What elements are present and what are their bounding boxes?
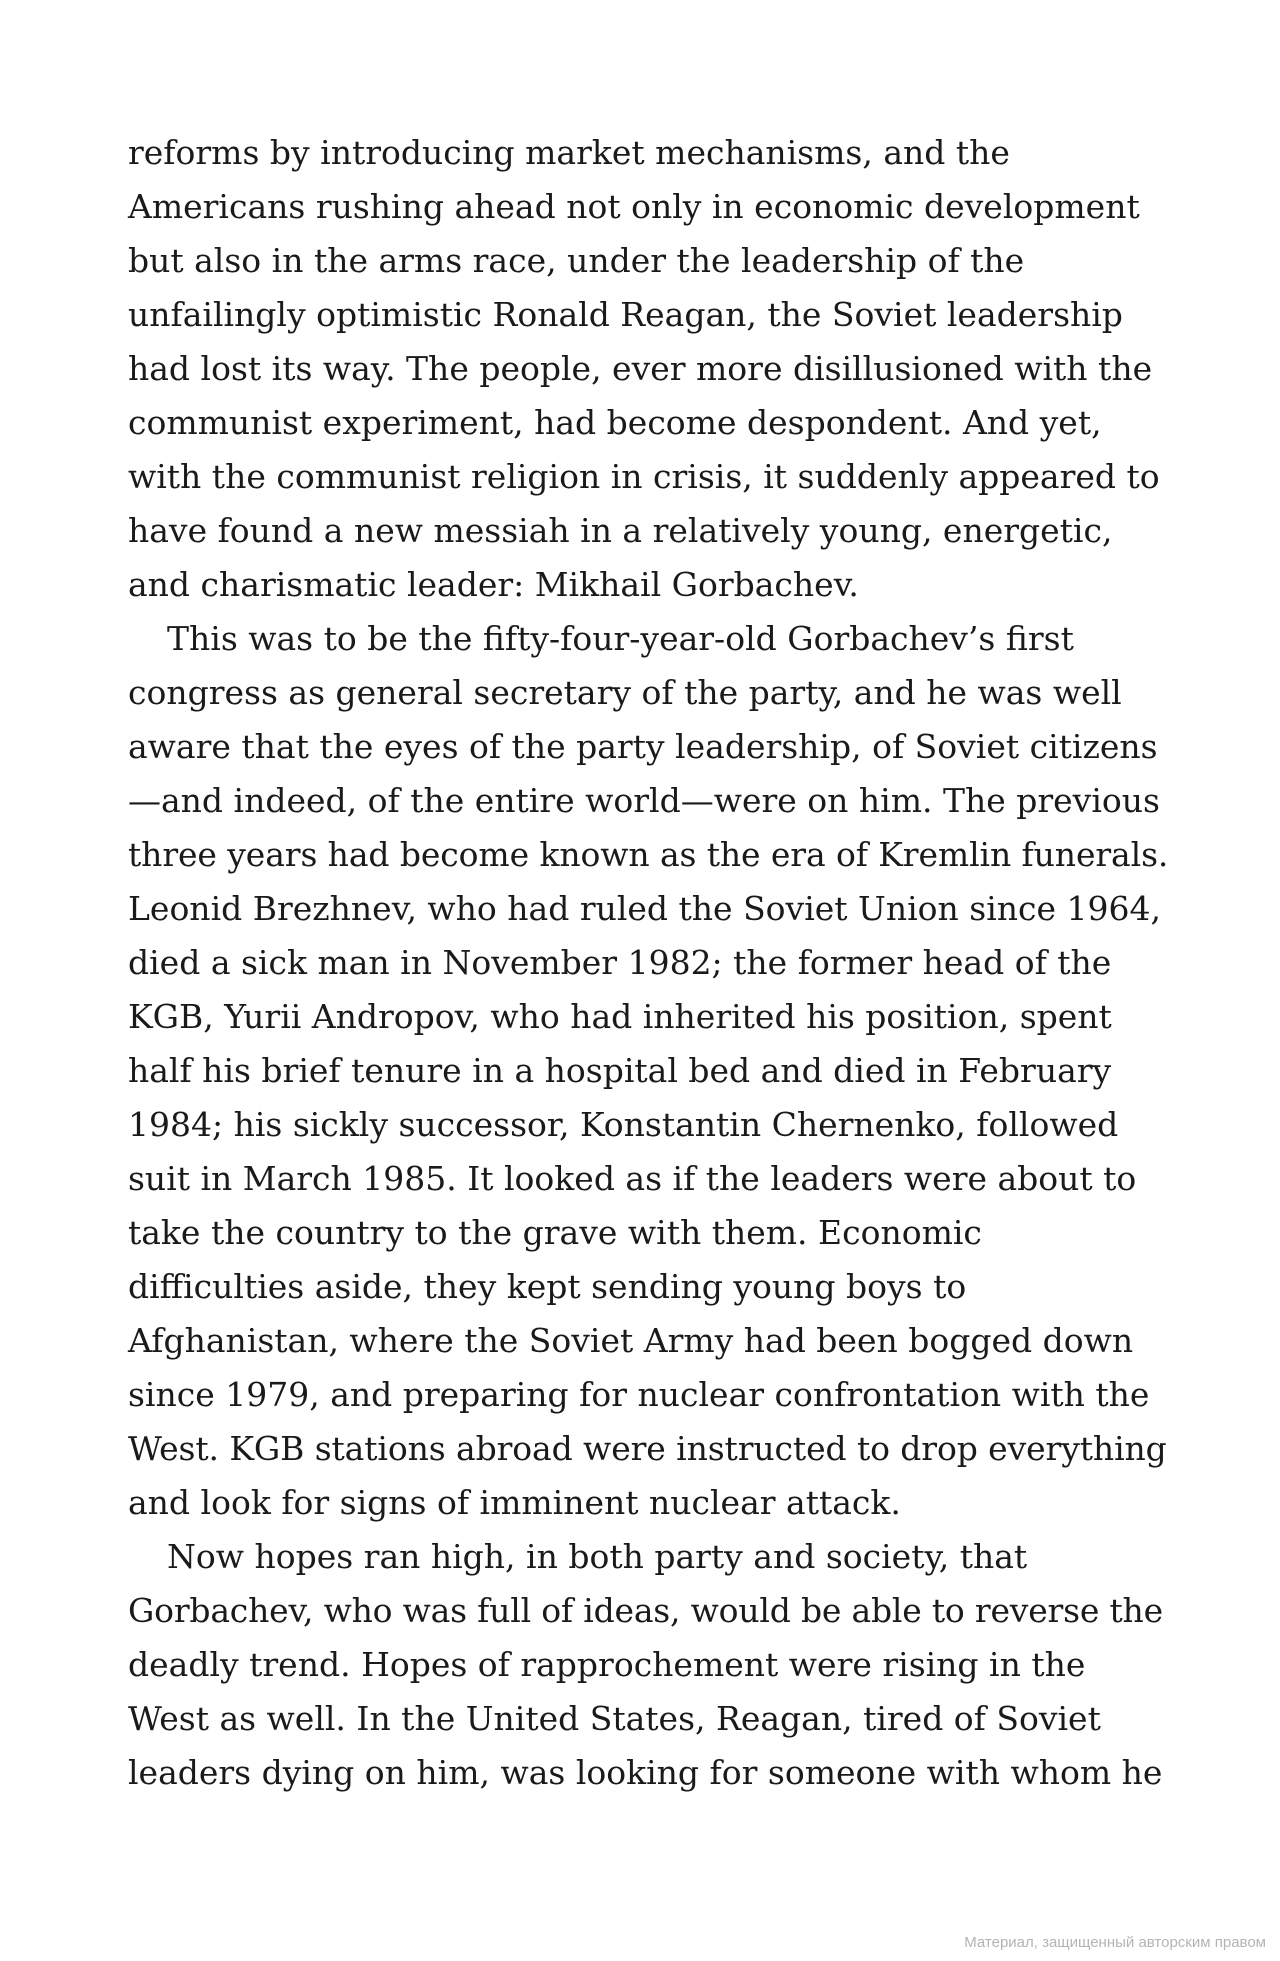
text-line: unfailingly optimistic Ronald Reagan, the Soviet leadership [128, 295, 1123, 334]
text-line: 1984; his sickly successor, Konstantin Chernenko, followed [128, 1105, 1119, 1144]
text-line: died a sick man in November 1982; the former head of the [128, 943, 1112, 982]
text-line: communist experiment, had become despondent. And yet, [128, 403, 1102, 442]
copyright-watermark: Материал, защищенный авторским правом [964, 1934, 1266, 1951]
text-line: congress as general secretary of the party, and he was well [128, 673, 1122, 712]
text-line: Leonid Brezhnev, who had ruled the Soviet Union since 1964, [128, 889, 1161, 928]
paragraph [128, 1530, 1168, 1800]
text-line: half his brief tenure in a hospital bed and died in February [128, 1051, 1112, 1090]
text-line: KGB, Yurii Andropov, who had inherited his position, spent [128, 997, 1112, 1036]
text-line: This was to be the fifty-four-year-old Gorbachev’s first [167, 619, 1074, 658]
text-line: and charismatic leader: Mikhail Gorbachev. [128, 565, 859, 604]
paragraph [128, 126, 1168, 612]
text-line: take the country to the grave with them. Economic [128, 1213, 982, 1252]
text-line: but also in the arms race, under the leadership of the [128, 241, 1025, 280]
text-line: have found a new messiah in a relatively young, energetic, [128, 511, 1113, 550]
text-line: difficulties aside, they kept sending young boys to [128, 1267, 967, 1306]
text-line: since 1979, and preparing for nuclear confrontation with the [128, 1375, 1150, 1414]
text-line: Americans rushing ahead not only in economic development [128, 187, 1140, 226]
text-line: reforms by introducing market mechanisms, and the [128, 133, 1010, 172]
text-line: —and indeed, of the entire world—were on him. The previous [128, 781, 1160, 820]
paragraph [128, 612, 1168, 1530]
text-line: suit in March 1985. It looked as if the leaders were about to [128, 1159, 1137, 1198]
text-line: Gorbachev, who was full of ideas, would be able to reverse the [128, 1591, 1163, 1630]
text-line: with the communist religion in crisis, it suddenly appeared to [128, 457, 1160, 496]
text-line: deadly trend. Hopes of rapprochement were rising in the [128, 1645, 1086, 1684]
text-line: three years had become known as the era of Kremlin funerals. [128, 835, 1169, 874]
text-line: Afghanistan, where the Soviet Army had been bogged down [128, 1321, 1134, 1360]
text-line: West. KGB stations abroad were instructed to drop everything [128, 1429, 1167, 1468]
text-line: leaders dying on him, was looking for someone with whom he [128, 1753, 1163, 1792]
text-line: had lost its way. The people, ever more disillusioned with the [128, 349, 1153, 388]
body-text [128, 126, 1168, 1800]
text-line: aware that the eyes of the party leadership, of Soviet citizens [128, 727, 1158, 766]
text-line: West as well. In the United States, Reagan, tired of Soviet [128, 1699, 1101, 1738]
text-line: Now hopes ran high, in both party and society, that [167, 1537, 1028, 1576]
text-line: and look for signs of imminent nuclear attack. [128, 1483, 901, 1522]
